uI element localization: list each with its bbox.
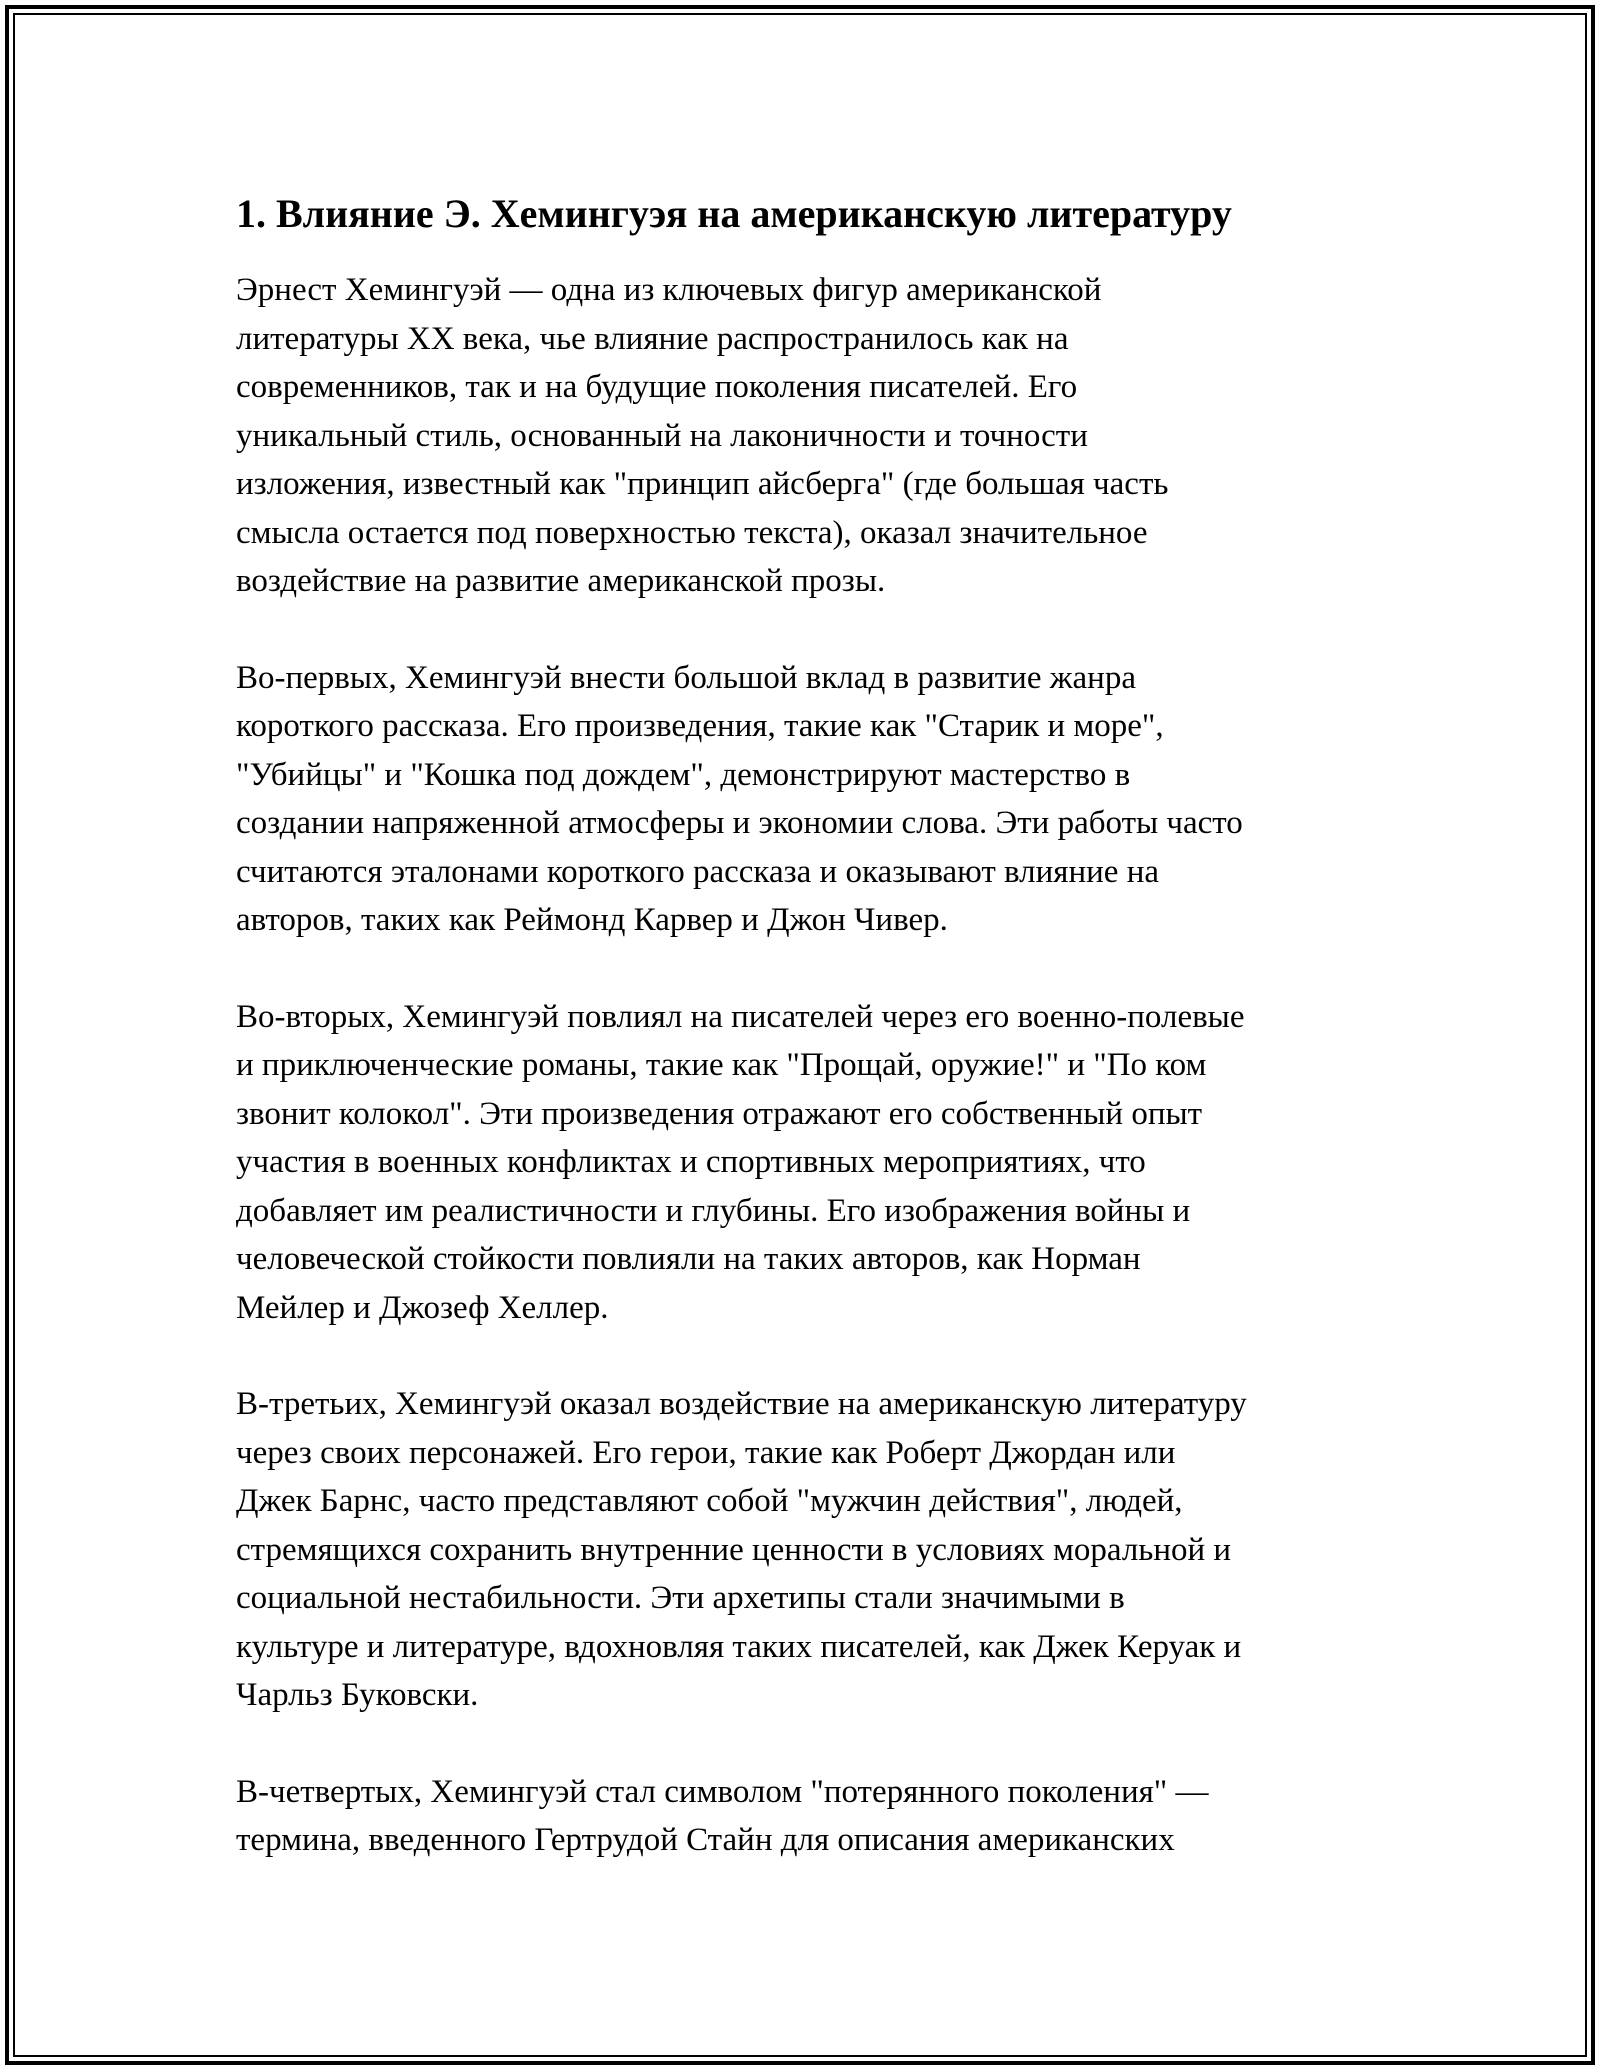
text-line: "Убийцы" и "Кошка под дождем", демонстрируют мастерство в	[236, 756, 1131, 793]
paragraph-fourth	[236, 1768, 1366, 1865]
text-line: звонит колокол". Эти произведения отражают его собственный опыт	[236, 1095, 1203, 1132]
document-body	[236, 184, 1366, 1913]
paragraph-first	[236, 654, 1366, 945]
text-line: Джек Барнс, часто представляют собой "мужчин действия", людей,	[236, 1483, 1183, 1519]
paragraph-second	[236, 993, 1366, 1333]
text-line: через своих персонажей. Его герои, такие как Роберт Джордан или	[236, 1434, 1176, 1471]
text-line: авторов, таких как Реймонд Карвер и Джон Чивер.	[236, 902, 948, 938]
text-line: Во-первых, Хемингуэй внести большой вклад в развитие жанра	[236, 659, 1136, 696]
text-line: В-четвертых, Хемингуэй стал символом "потерянного поколения" —	[236, 1773, 1209, 1810]
text-line: культуре и литературе, вдохновляя таких писателей, как Джек Керуак и	[236, 1628, 1242, 1665]
text-line: Чарльз Буковски.	[236, 1677, 479, 1713]
text-line: воздействие на развитие американской прозы.	[236, 563, 886, 599]
text-line: Мейлер и Джозеф Хеллер.	[236, 1289, 609, 1326]
text-line: и приключенческие романы, такие как "Прощай, оружие!" и "По ком	[236, 1047, 1207, 1083]
text-line: Во-вторых, Хемингуэй повлиял на писателей через его военно-полевые	[236, 998, 1245, 1035]
section-heading: 1. Влияние Э. Хемингуэя на американскую литературу	[236, 191, 1232, 236]
paragraph-intro	[236, 266, 1366, 606]
text-line: Эрнест Хемингуэй — одна из ключевых фигур американской	[236, 272, 1102, 308]
paragraph-third	[236, 1380, 1366, 1720]
text-line: социальной нестабильности. Эти архетипы стали значимыми в	[236, 1580, 1125, 1616]
text-line: участия в военных конфликтах и спортивных мероприятиях, что	[236, 1144, 1146, 1180]
text-line: современников, так и на будущие поколения писателей. Его	[236, 369, 1078, 405]
text-line: литературы XX века, чье влияние распространилось как на	[236, 320, 1069, 357]
text-line: изложения, известный как "принцип айсберга" (где большая часть	[236, 466, 1169, 502]
text-line: В-третьих, Хемингуэй оказал воздействие на американскую литературу	[236, 1386, 1247, 1422]
text-line: добавляет им реалистичности и глубины. Его изображения войны и	[236, 1192, 1191, 1229]
text-line: короткого рассказа. Его произведения, такие как "Старик и море",	[236, 708, 1164, 744]
text-line: уникальный стиль, основанный на лаконичности и точности	[236, 417, 1088, 454]
text-line: создании напряженной атмосферы и экономии слова. Эти работы часто	[236, 805, 1243, 841]
text-line: термина, введенного Гертрудой Стайн для описания американских	[236, 1822, 1175, 1858]
text-line: считаются эталонами короткого рассказа и оказывают влияние на	[236, 853, 1160, 890]
text-line: стремящихся сохранить внутренние ценности в условиях моральной и	[236, 1531, 1232, 1568]
text-line: смысла остается под поверхностью текста), оказал значительное	[236, 514, 1148, 551]
text-line: человеческой стойкости повлияли на таких авторов, как Норман	[236, 1241, 1141, 1277]
